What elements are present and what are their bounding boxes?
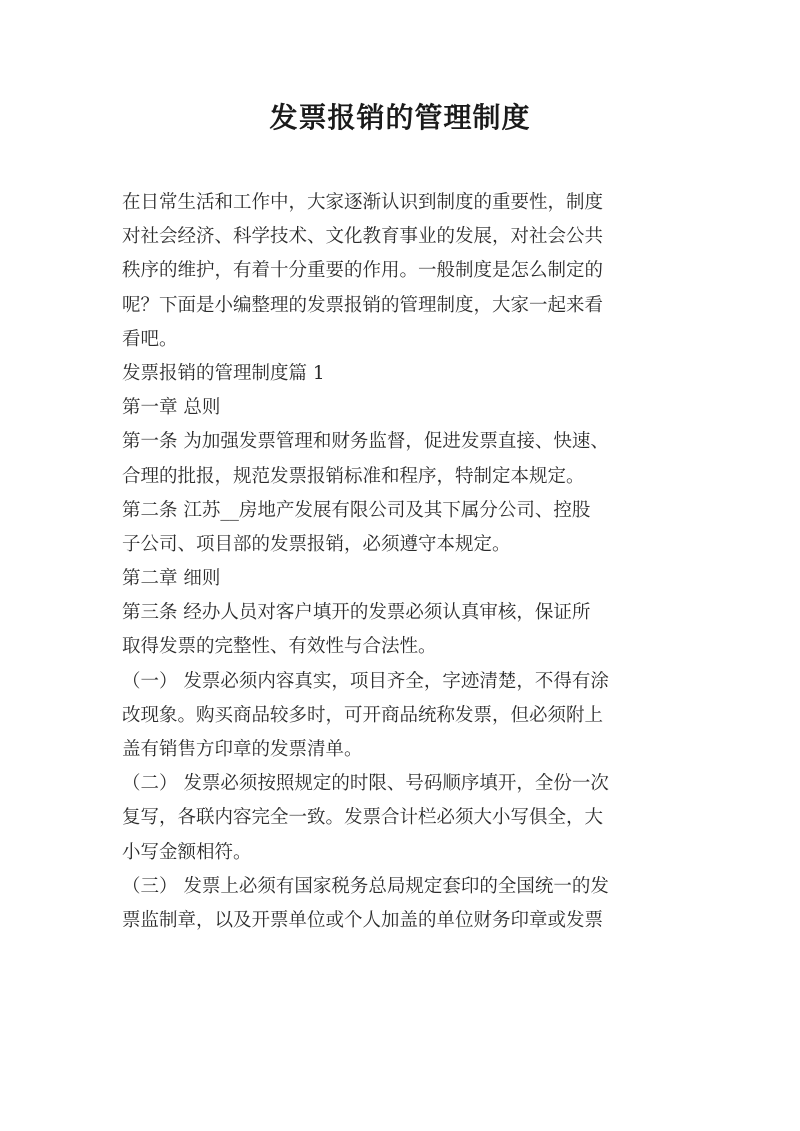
body-line: （二） 发票必须按照规定的时限、号码顺序填开，全份一次	[122, 773, 609, 795]
body-line: 子公司、项目部的发票报销，必须遵守本规定。	[122, 533, 511, 555]
body-line: 对社会经济、科学技术、文化教育事业的发展，对社会公共	[122, 226, 604, 248]
body-line: （一） 发票必须内容真实，项目齐全，字迹清楚，不得有涂	[122, 670, 609, 692]
body-line: 小写金额相符。	[122, 841, 252, 863]
body-line: 看吧。	[122, 328, 178, 350]
chapter-heading: 第一章 总则	[122, 397, 221, 419]
body-line: 在日常生活和工作中，大家逐渐认识到制度的重要性，制度	[122, 192, 604, 213]
document-body	[122, 186, 682, 938]
body-line: 盖有销售方印章的发票清单。	[122, 739, 363, 760]
body-line: 合理的批报，规范发票报销标准和程序，特制定本规定。	[122, 465, 585, 487]
chapter-heading: 第二章 细则	[122, 568, 221, 590]
body-line: 票监制章，以及开票单位或个人加盖的单位财务印章或发票	[122, 909, 604, 931]
body-line: 第二条 江苏__房地产发展有限公司及其下属分公司、控股	[122, 499, 591, 521]
body-line: （三） 发票上必须有国家税务总局规定套印的全国统一的发	[122, 875, 609, 897]
body-line: 呢？下面是小编整理的发票报销的管理制度，大家一起来看	[122, 294, 604, 316]
body-line: 第一条 为加强发票管理和财务监督，促进发票直接、快速、	[122, 431, 609, 453]
body-line: 复写，各联内容完全一致。发票合计栏必须大小写俱全，大	[122, 807, 604, 829]
body-line: 第三条 经办人员对客户填开的发票必须认真审核，保证所	[122, 602, 591, 624]
section-heading: 发票报销的管理制度篇 1	[122, 362, 325, 384]
document-title: 发票报销的管理制度	[269, 101, 531, 134]
body-line: 改现象。购买商品较多时，可开商品统称发票，但必须附上	[122, 704, 604, 726]
body-line: 秩序的维护，有着十分重要的作用。一般制度是怎么制定的	[122, 260, 604, 282]
body-line: 取得发票的完整性、有效性与合法性。	[122, 636, 437, 658]
